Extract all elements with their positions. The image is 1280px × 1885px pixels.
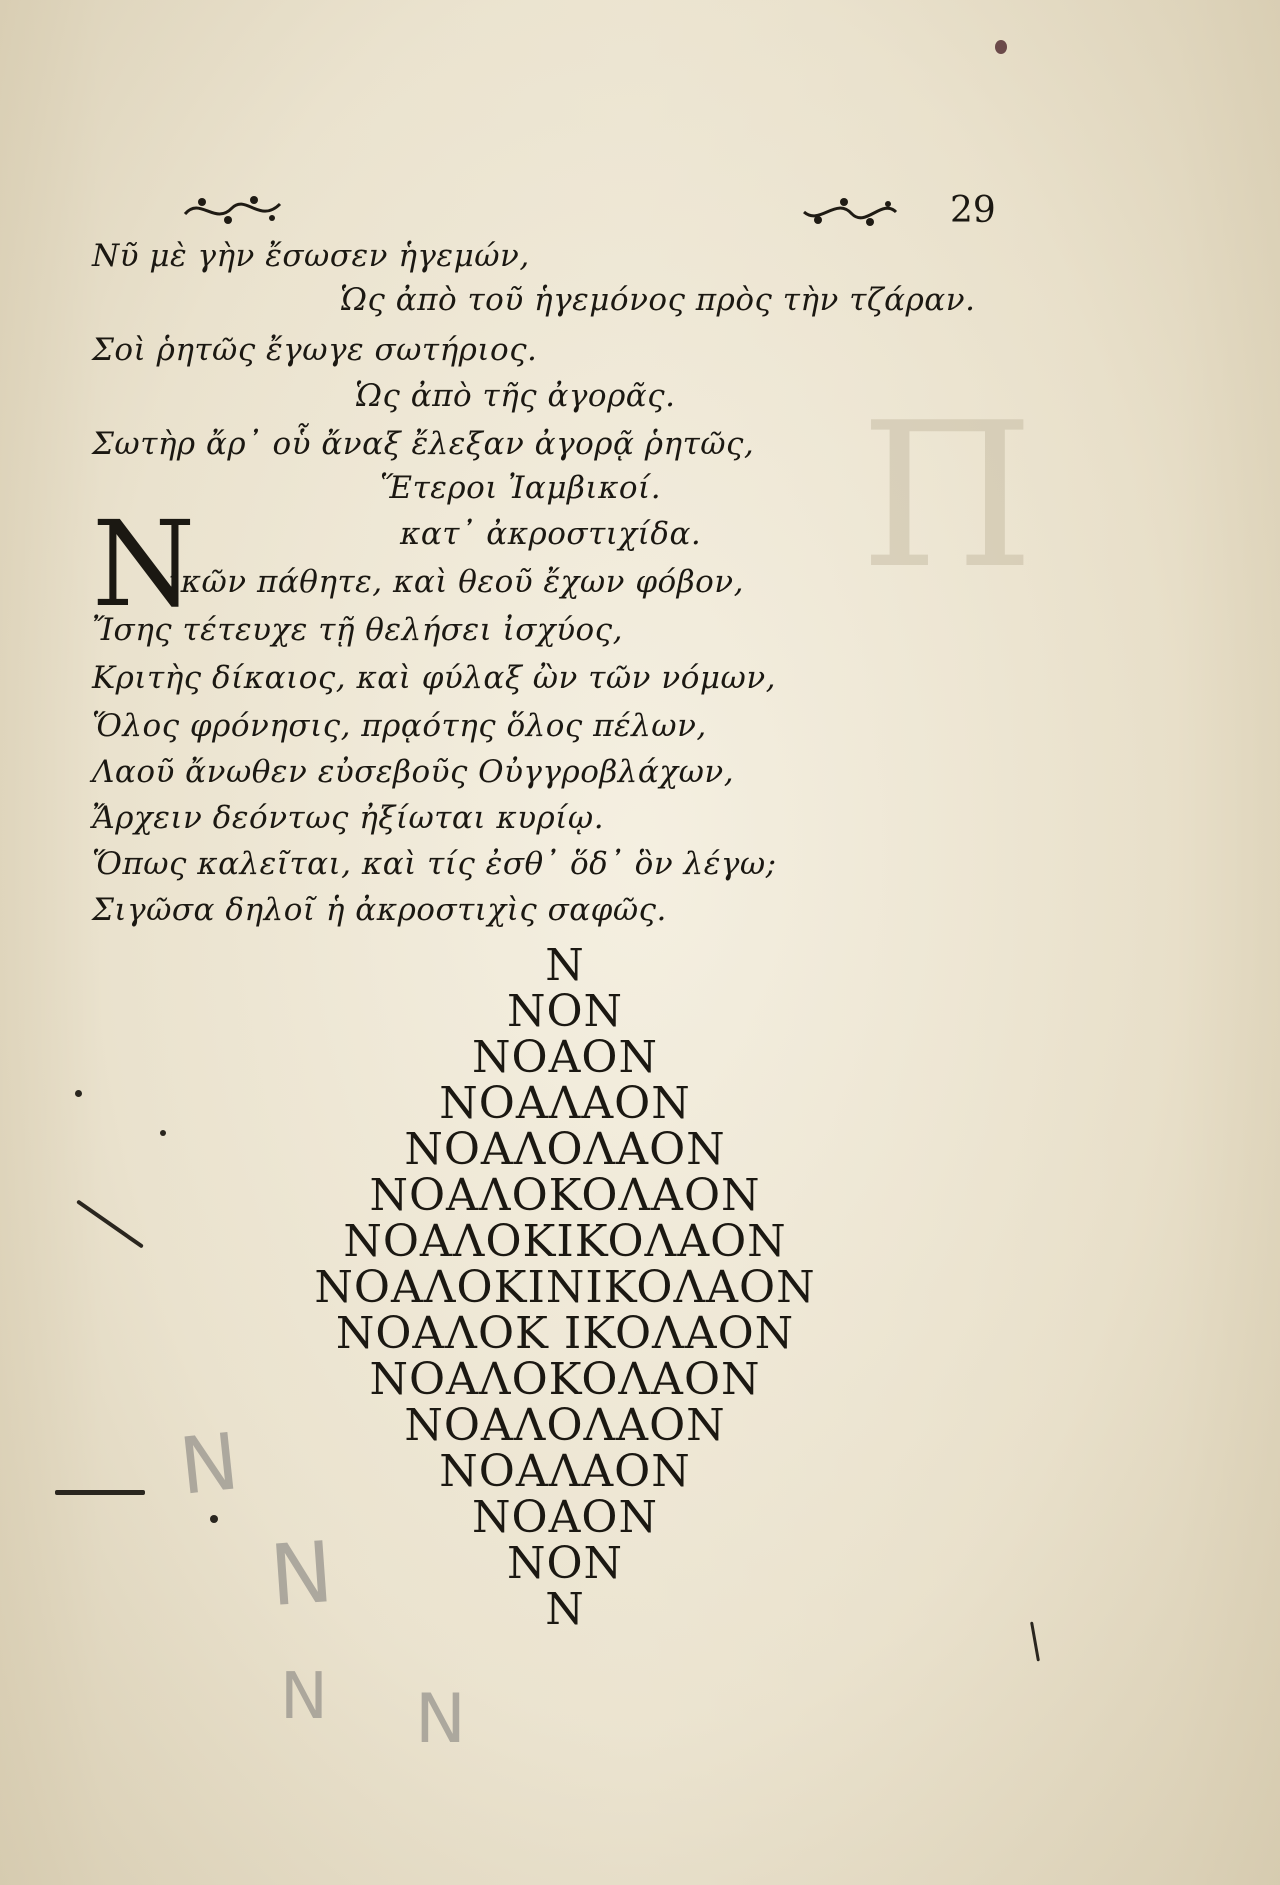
text-line: Κριτὴς δίκαιος, καὶ φύλαξ ὢν τῶν νόμων,: [92, 660, 777, 696]
drop-cap: N: [92, 495, 196, 633]
ink-speck: [995, 40, 1007, 54]
right-ornament: [800, 192, 900, 232]
acrostic-row: NOAΛOKOΛAON: [369, 1354, 761, 1405]
text-line: κατ᾽ ἀκροστιχίδα.: [400, 516, 702, 552]
acrostic-row: N: [545, 940, 585, 991]
ink-speck: [210, 1515, 218, 1523]
text-line: Ἴσης τέτευχε τῇ θελήσει ἰσχύος,: [92, 612, 623, 648]
ink-speck: [75, 1090, 82, 1097]
text-line: Σοὶ ῥητῶς ἔγωγε σωτήριος.: [92, 332, 538, 368]
text-line: Ἕτεροι Ἰαμβικοί.: [380, 470, 662, 506]
text-line: Νῦ μὲ γὴν ἔσωσεν ἡγεμών,: [92, 238, 530, 274]
text-line: Ὡς ἀπὸ τοῦ ἡγεμόνος πρὸς τὴν τζάραν.: [340, 282, 976, 318]
acrostic-row: NOAΛOΛAON: [404, 1124, 726, 1175]
acrostic-row: NOAON: [472, 1032, 658, 1083]
acrostic-row: NON: [506, 1538, 624, 1589]
acrostic-row: NON: [506, 986, 624, 1037]
pencil-mark: N: [280, 1660, 328, 1734]
text-line: Ὅλος φρόνησις, πρᾳότης ὅλος πέλων,: [92, 708, 707, 744]
acrostic-row: NOAΛOK IKOΛAON: [335, 1308, 795, 1359]
left-ornament: [180, 190, 285, 230]
acrostic-row: NOAΛAON: [439, 1078, 691, 1129]
text-line: Σωτὴρ ἄρ᾽ οὗ ἄναξ ἔλεξαν ἀγορᾷ ῥητῶς,: [92, 426, 755, 462]
text-line: Σιγῶσα δηλοῖ ἡ ἀκροστιχὶς σαφῶς.: [92, 892, 667, 928]
pencil-mark: N: [175, 1417, 243, 1513]
acrostic-row: NOAON: [472, 1492, 658, 1543]
acrostic-row: N: [545, 1584, 585, 1635]
show-through-initial: Π: [860, 380, 1035, 613]
page-number: 29: [950, 190, 996, 231]
text-line: Ὡς ἀπὸ τῆς ἀγορᾶς.: [355, 378, 676, 414]
text-line: Ὅπως καλεῖται, καὶ τίς ἐσθ᾽ ὅδ᾽ ὃν λέγω;: [92, 846, 777, 882]
ink-speck: [160, 1130, 166, 1136]
acrostic-row: NOAΛOKIKOΛAON: [343, 1216, 787, 1267]
pencil-mark: N: [266, 1522, 337, 1626]
acrostic-row: NOAΛAON: [439, 1446, 691, 1497]
acrostic-row: NOAΛOΛAON: [404, 1400, 726, 1451]
acrostic-row: NOAΛOKOΛAON: [369, 1170, 761, 1221]
ink-stroke: [55, 1490, 145, 1495]
text-line: Λαοῦ ἄνωθεν εὐσεβοῦς Οὐγγροβλάχων,: [92, 754, 735, 790]
pencil-mark: N: [415, 1680, 466, 1759]
text-line: ικῶν πάθητε, καὶ θεοῦ ἔχων φόβον,: [168, 564, 744, 600]
text-line: Ἄρχειν δεόντως ἠξίωται κυρίῳ.: [92, 800, 605, 836]
acrostic-row: NOAΛOKINIKOΛAON: [314, 1262, 816, 1313]
